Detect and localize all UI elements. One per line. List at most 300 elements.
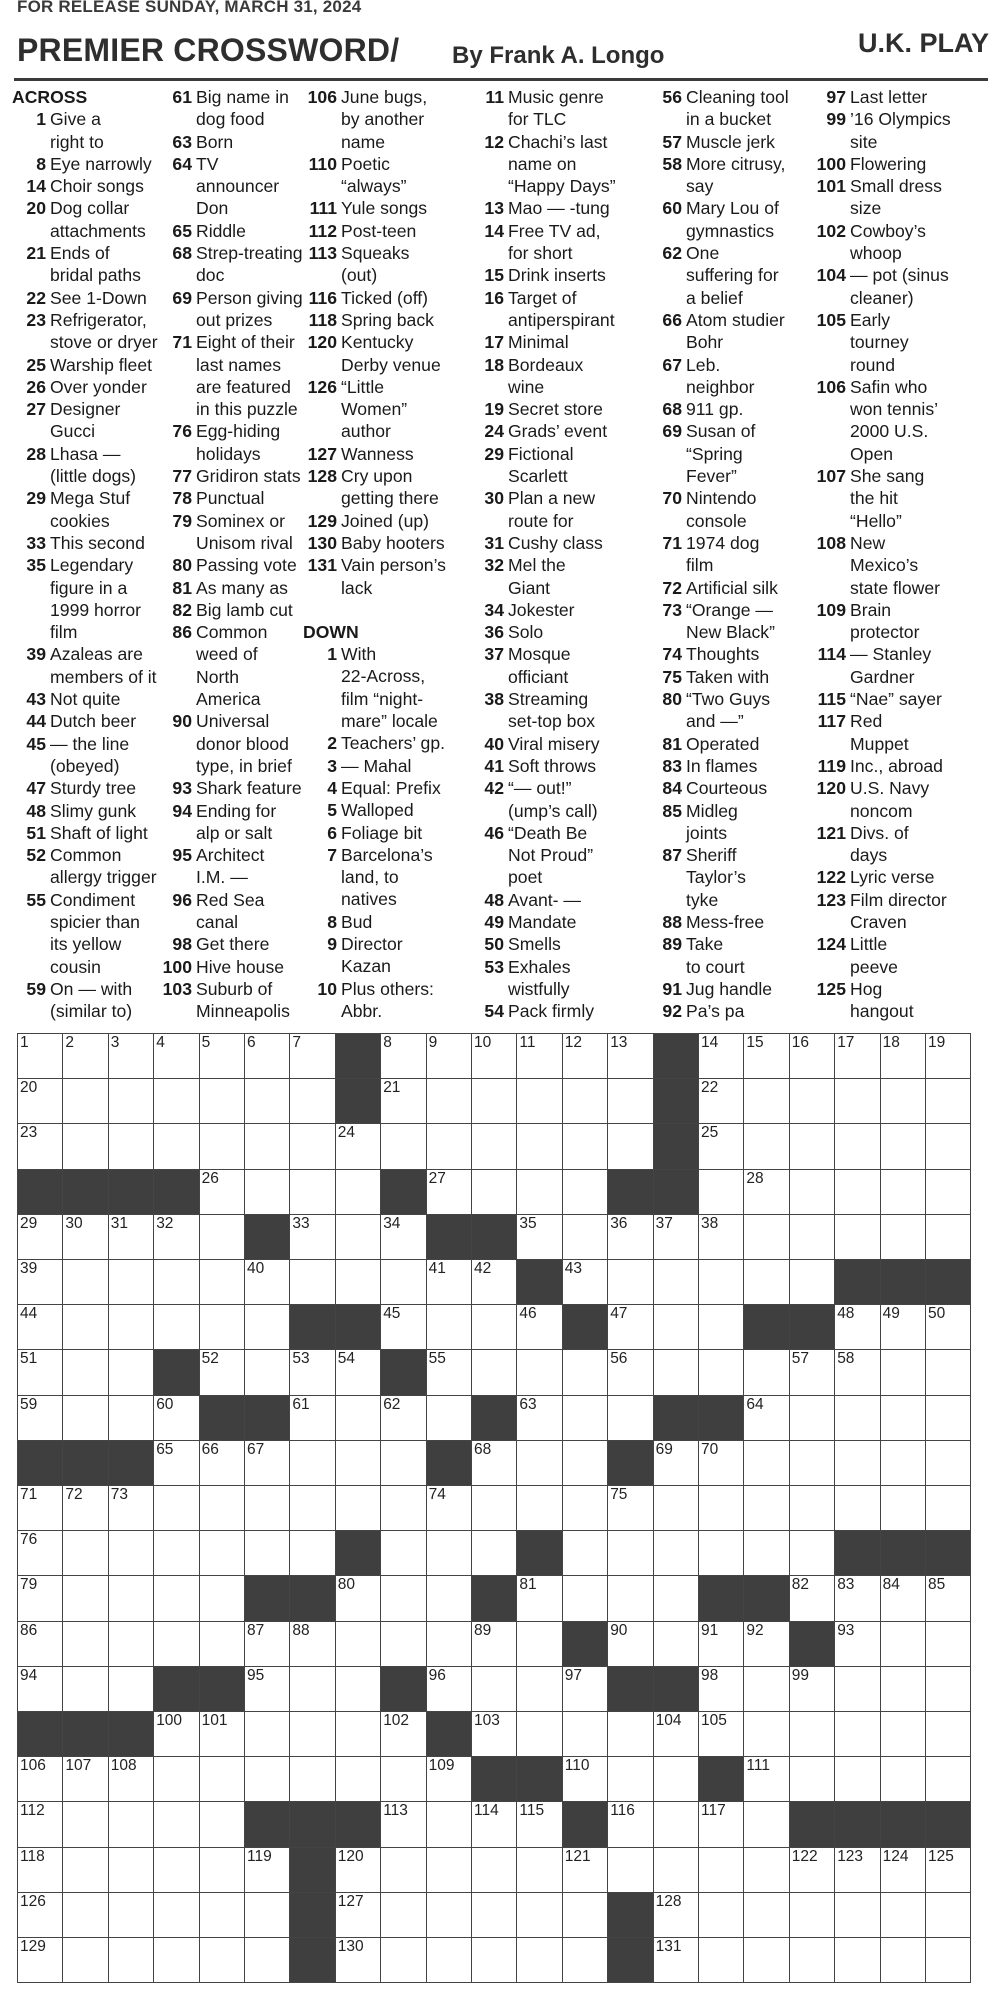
grid-cell[interactable] — [18, 1124, 63, 1169]
grid-cell[interactable] — [472, 1170, 517, 1215]
grid-cell[interactable] — [427, 1622, 472, 1667]
grid-cell[interactable] — [63, 1486, 108, 1531]
grid-cell[interactable] — [109, 1938, 154, 1983]
grid-cell[interactable] — [200, 1486, 245, 1531]
grid-cell[interactable] — [654, 1305, 699, 1350]
grid-cell[interactable] — [654, 1802, 699, 1847]
grid-cell[interactable] — [109, 1893, 154, 1938]
grid-cell[interactable] — [63, 1938, 108, 1983]
grid-cell[interactable] — [835, 1350, 880, 1395]
grid-cell[interactable] — [109, 1757, 154, 1802]
grid-cell[interactable] — [245, 1260, 290, 1305]
grid-cell[interactable] — [63, 1893, 108, 1938]
grid-cell[interactable] — [472, 1079, 517, 1124]
grid-cell[interactable] — [381, 1802, 426, 1847]
grid-cell[interactable] — [608, 1034, 653, 1079]
grid-cell[interactable] — [881, 1170, 926, 1215]
grid-cell[interactable] — [472, 1893, 517, 1938]
grid-cell[interactable] — [563, 1396, 608, 1441]
grid-cell[interactable] — [835, 1124, 880, 1169]
grid-cell[interactable] — [200, 1757, 245, 1802]
grid-cell[interactable] — [109, 1396, 154, 1441]
grid-cell[interactable] — [336, 1622, 381, 1667]
grid-cell[interactable] — [926, 1441, 971, 1486]
grid-cell[interactable] — [699, 1486, 744, 1531]
grid-cell[interactable] — [699, 1531, 744, 1576]
grid-cell[interactable] — [381, 1396, 426, 1441]
grid-cell[interactable] — [744, 1079, 789, 1124]
grid-cell[interactable] — [63, 1757, 108, 1802]
grid-cell[interactable] — [654, 1486, 699, 1531]
grid-cell[interactable] — [699, 1034, 744, 1079]
grid-cell[interactable] — [744, 1034, 789, 1079]
grid-cell[interactable] — [835, 1848, 880, 1893]
grid-cell[interactable] — [427, 1486, 472, 1531]
grid-cell[interactable] — [427, 1350, 472, 1395]
grid-cell[interactable] — [563, 1215, 608, 1260]
grid-cell[interactable] — [381, 1576, 426, 1621]
grid-cell[interactable] — [563, 1576, 608, 1621]
grid-cell[interactable] — [381, 1305, 426, 1350]
grid-cell[interactable] — [517, 1848, 562, 1893]
grid-cell[interactable] — [63, 1622, 108, 1667]
grid-cell[interactable] — [517, 1079, 562, 1124]
grid-cell[interactable] — [381, 1215, 426, 1260]
grid-cell[interactable] — [290, 1712, 335, 1757]
grid-cell[interactable] — [200, 1305, 245, 1350]
grid-cell[interactable] — [472, 1441, 517, 1486]
grid-cell[interactable] — [381, 1531, 426, 1576]
grid-cell[interactable] — [926, 1848, 971, 1893]
grid-cell[interactable] — [381, 1260, 426, 1305]
grid-cell[interactable] — [835, 1079, 880, 1124]
grid-cell[interactable] — [336, 1396, 381, 1441]
grid-cell[interactable] — [744, 1622, 789, 1667]
grid-cell[interactable] — [336, 1124, 381, 1169]
grid-cell[interactable] — [835, 1034, 880, 1079]
grid-cell[interactable] — [427, 1260, 472, 1305]
grid-cell[interactable] — [654, 1848, 699, 1893]
grid-cell[interactable] — [835, 1486, 880, 1531]
grid-cell[interactable] — [154, 1757, 199, 1802]
grid-cell[interactable] — [154, 1802, 199, 1847]
grid-cell[interactable] — [926, 1622, 971, 1667]
grid-cell[interactable] — [18, 1802, 63, 1847]
grid-cell[interactable] — [427, 1576, 472, 1621]
grid-cell[interactable] — [290, 1396, 335, 1441]
grid-cell[interactable] — [563, 1848, 608, 1893]
grid-cell[interactable] — [381, 1622, 426, 1667]
grid-cell[interactable] — [472, 1938, 517, 1983]
grid-cell[interactable] — [381, 1486, 426, 1531]
grid-cell[interactable] — [608, 1531, 653, 1576]
grid-cell[interactable] — [18, 1622, 63, 1667]
grid-cell[interactable] — [654, 1757, 699, 1802]
grid-cell[interactable] — [608, 1350, 653, 1395]
grid-cell[interactable] — [517, 1305, 562, 1350]
grid-cell[interactable] — [472, 1124, 517, 1169]
grid-cell[interactable] — [290, 1441, 335, 1486]
grid-cell[interactable] — [109, 1124, 154, 1169]
grid-cell[interactable] — [290, 1531, 335, 1576]
grid-cell[interactable] — [290, 1260, 335, 1305]
grid-cell[interactable] — [790, 1170, 835, 1215]
grid-cell[interactable] — [18, 1848, 63, 1893]
grid-cell[interactable] — [881, 1215, 926, 1260]
grid-cell[interactable] — [472, 1305, 517, 1350]
grid-cell[interactable] — [790, 1350, 835, 1395]
grid-cell[interactable] — [563, 1712, 608, 1757]
grid-cell[interactable] — [427, 1802, 472, 1847]
grid-cell[interactable] — [427, 1938, 472, 1983]
grid-cell[interactable] — [109, 1305, 154, 1350]
grid-cell[interactable] — [835, 1441, 880, 1486]
grid-cell[interactable] — [517, 1034, 562, 1079]
grid-cell[interactable] — [245, 1667, 290, 1712]
grid-cell[interactable] — [472, 1622, 517, 1667]
grid-cell[interactable] — [835, 1396, 880, 1441]
grid-cell[interactable] — [926, 1576, 971, 1621]
grid-cell[interactable] — [200, 1441, 245, 1486]
grid-cell[interactable] — [790, 1757, 835, 1802]
grid-cell[interactable] — [790, 1576, 835, 1621]
grid-cell[interactable] — [427, 1893, 472, 1938]
grid-cell[interactable] — [109, 1576, 154, 1621]
grid-cell[interactable] — [608, 1215, 653, 1260]
grid-cell[interactable] — [881, 1622, 926, 1667]
grid-cell[interactable] — [154, 1712, 199, 1757]
grid-cell[interactable] — [517, 1938, 562, 1983]
grid-cell[interactable] — [835, 1622, 880, 1667]
grid-cell[interactable] — [835, 1757, 880, 1802]
grid-cell[interactable] — [926, 1486, 971, 1531]
grid-cell[interactable] — [154, 1531, 199, 1576]
grid-cell[interactable] — [835, 1712, 880, 1757]
grid-cell[interactable] — [63, 1124, 108, 1169]
grid-cell[interactable] — [336, 1350, 381, 1395]
grid-cell[interactable] — [926, 1350, 971, 1395]
grid-cell[interactable] — [200, 1848, 245, 1893]
grid-cell[interactable] — [517, 1215, 562, 1260]
grid-cell[interactable] — [472, 1034, 517, 1079]
grid-cell[interactable] — [790, 1712, 835, 1757]
grid-cell[interactable] — [109, 1622, 154, 1667]
grid-cell[interactable] — [472, 1712, 517, 1757]
grid-cell[interactable] — [744, 1938, 789, 1983]
grid-cell[interactable] — [200, 1034, 245, 1079]
grid-cell[interactable] — [245, 1305, 290, 1350]
grid-cell[interactable] — [154, 1893, 199, 1938]
grid-cell[interactable] — [154, 1441, 199, 1486]
grid-cell[interactable] — [608, 1124, 653, 1169]
grid-cell[interactable] — [654, 1260, 699, 1305]
grid-cell[interactable] — [881, 1938, 926, 1983]
grid-cell[interactable] — [926, 1893, 971, 1938]
grid-cell[interactable] — [200, 1170, 245, 1215]
grid-cell[interactable] — [154, 1215, 199, 1260]
grid-cell[interactable] — [790, 1486, 835, 1531]
grid-cell[interactable] — [926, 1396, 971, 1441]
grid-cell[interactable] — [699, 1260, 744, 1305]
grid-cell[interactable] — [881, 1124, 926, 1169]
grid-cell[interactable] — [427, 1667, 472, 1712]
grid-cell[interactable] — [154, 1848, 199, 1893]
grid-cell[interactable] — [18, 1938, 63, 1983]
grid-cell[interactable] — [109, 1486, 154, 1531]
grid-cell[interactable] — [744, 1712, 789, 1757]
grid-cell[interactable] — [563, 1938, 608, 1983]
grid-cell[interactable] — [790, 1260, 835, 1305]
grid-cell[interactable] — [154, 1305, 199, 1350]
grid-cell[interactable] — [563, 1034, 608, 1079]
grid-cell[interactable] — [245, 1938, 290, 1983]
grid-cell[interactable] — [245, 1893, 290, 1938]
grid-cell[interactable] — [200, 1938, 245, 1983]
grid-cell[interactable] — [18, 1757, 63, 1802]
grid-cell[interactable] — [63, 1531, 108, 1576]
grid-cell[interactable] — [200, 1350, 245, 1395]
grid-cell[interactable] — [654, 1893, 699, 1938]
grid-cell[interactable] — [654, 1712, 699, 1757]
grid-cell[interactable] — [290, 1757, 335, 1802]
grid-cell[interactable] — [154, 1622, 199, 1667]
grid-cell[interactable] — [654, 1622, 699, 1667]
grid-cell[interactable] — [381, 1893, 426, 1938]
grid-cell[interactable] — [835, 1576, 880, 1621]
grid-cell[interactable] — [608, 1848, 653, 1893]
grid-cell[interactable] — [245, 1486, 290, 1531]
grid-cell[interactable] — [63, 1848, 108, 1893]
grid-cell[interactable] — [517, 1124, 562, 1169]
grid-cell[interactable] — [744, 1124, 789, 1169]
grid-cell[interactable] — [790, 1396, 835, 1441]
grid-cell[interactable] — [245, 1441, 290, 1486]
grid-cell[interactable] — [109, 1079, 154, 1124]
grid-cell[interactable] — [881, 1441, 926, 1486]
grid-cell[interactable] — [336, 1441, 381, 1486]
grid-cell[interactable] — [790, 1079, 835, 1124]
grid-cell[interactable] — [336, 1757, 381, 1802]
grid-cell[interactable] — [881, 1305, 926, 1350]
grid-cell[interactable] — [290, 1079, 335, 1124]
grid-cell[interactable] — [563, 1486, 608, 1531]
grid-cell[interactable] — [245, 1079, 290, 1124]
grid-cell[interactable] — [245, 1848, 290, 1893]
grid-cell[interactable] — [790, 1441, 835, 1486]
grid-cell[interactable] — [563, 1170, 608, 1215]
grid-cell[interactable] — [336, 1893, 381, 1938]
grid-cell[interactable] — [18, 1396, 63, 1441]
grid-cell[interactable] — [427, 1848, 472, 1893]
grid-cell[interactable] — [427, 1531, 472, 1576]
grid-cell[interactable] — [200, 1576, 245, 1621]
grid-cell[interactable] — [790, 1034, 835, 1079]
grid-cell[interactable] — [654, 1531, 699, 1576]
grid-cell[interactable] — [517, 1712, 562, 1757]
grid-cell[interactable] — [427, 1034, 472, 1079]
grid-cell[interactable] — [608, 1486, 653, 1531]
grid-cell[interactable] — [245, 1712, 290, 1757]
grid-cell[interactable] — [200, 1531, 245, 1576]
grid-cell[interactable] — [926, 1938, 971, 1983]
grid-cell[interactable] — [744, 1260, 789, 1305]
grid-cell[interactable] — [517, 1170, 562, 1215]
grid-cell[interactable] — [517, 1441, 562, 1486]
grid-cell[interactable] — [109, 1034, 154, 1079]
grid-cell[interactable] — [563, 1893, 608, 1938]
grid-cell[interactable] — [835, 1893, 880, 1938]
grid-cell[interactable] — [699, 1215, 744, 1260]
grid-cell[interactable] — [200, 1802, 245, 1847]
grid-cell[interactable] — [427, 1124, 472, 1169]
grid-cell[interactable] — [835, 1938, 880, 1983]
grid-cell[interactable] — [245, 1757, 290, 1802]
grid-cell[interactable] — [517, 1802, 562, 1847]
grid-cell[interactable] — [18, 1576, 63, 1621]
grid-cell[interactable] — [881, 1893, 926, 1938]
grid-cell[interactable] — [200, 1215, 245, 1260]
grid-cell[interactable] — [109, 1260, 154, 1305]
grid-cell[interactable] — [517, 1893, 562, 1938]
grid-cell[interactable] — [881, 1712, 926, 1757]
grid-cell[interactable] — [109, 1531, 154, 1576]
grid-cell[interactable] — [290, 1622, 335, 1667]
grid-cell[interactable] — [427, 1757, 472, 1802]
grid-cell[interactable] — [63, 1260, 108, 1305]
grid-cell[interactable] — [245, 1170, 290, 1215]
grid-cell[interactable] — [881, 1350, 926, 1395]
grid-cell[interactable] — [926, 1034, 971, 1079]
grid-cell[interactable] — [790, 1893, 835, 1938]
grid-cell[interactable] — [290, 1350, 335, 1395]
grid-cell[interactable] — [835, 1215, 880, 1260]
grid-cell[interactable] — [18, 1260, 63, 1305]
grid-cell[interactable] — [472, 1667, 517, 1712]
grid-cell[interactable] — [18, 1215, 63, 1260]
grid-cell[interactable] — [245, 1350, 290, 1395]
grid-cell[interactable] — [881, 1396, 926, 1441]
grid-cell[interactable] — [517, 1667, 562, 1712]
grid-cell[interactable] — [109, 1667, 154, 1712]
grid-cell[interactable] — [290, 1170, 335, 1215]
grid-cell[interactable] — [245, 1124, 290, 1169]
grid-cell[interactable] — [290, 1486, 335, 1531]
grid-cell[interactable] — [881, 1576, 926, 1621]
grid-cell[interactable] — [290, 1034, 335, 1079]
grid-cell[interactable] — [63, 1396, 108, 1441]
grid-cell[interactable] — [790, 1215, 835, 1260]
grid-cell[interactable] — [881, 1486, 926, 1531]
grid-cell[interactable] — [427, 1305, 472, 1350]
grid-cell[interactable] — [381, 1034, 426, 1079]
grid-cell[interactable] — [200, 1124, 245, 1169]
grid-cell[interactable] — [744, 1802, 789, 1847]
grid-cell[interactable] — [835, 1305, 880, 1350]
grid-cell[interactable] — [517, 1486, 562, 1531]
grid-cell[interactable] — [336, 1712, 381, 1757]
grid-cell[interactable] — [744, 1215, 789, 1260]
grid-cell[interactable] — [245, 1034, 290, 1079]
grid-cell[interactable] — [926, 1712, 971, 1757]
grid-cell[interactable] — [654, 1350, 699, 1395]
grid-cell[interactable] — [381, 1712, 426, 1757]
grid-cell[interactable] — [200, 1079, 245, 1124]
grid-cell[interactable] — [699, 1079, 744, 1124]
grid-cell[interactable] — [835, 1667, 880, 1712]
grid-cell[interactable] — [472, 1350, 517, 1395]
grid-cell[interactable] — [699, 1305, 744, 1350]
grid-cell[interactable] — [744, 1531, 789, 1576]
grid-cell[interactable] — [608, 1757, 653, 1802]
grid-cell[interactable] — [654, 1576, 699, 1621]
grid-cell[interactable] — [381, 1848, 426, 1893]
grid-cell[interactable] — [517, 1396, 562, 1441]
grid-cell[interactable] — [608, 1079, 653, 1124]
grid-cell[interactable] — [245, 1622, 290, 1667]
grid-cell[interactable] — [18, 1893, 63, 1938]
grid-cell[interactable] — [608, 1260, 653, 1305]
grid-cell[interactable] — [336, 1576, 381, 1621]
grid-cell[interactable] — [18, 1350, 63, 1395]
grid-cell[interactable] — [63, 1079, 108, 1124]
grid-cell[interactable] — [881, 1034, 926, 1079]
grid-cell[interactable] — [336, 1215, 381, 1260]
grid-cell[interactable] — [427, 1396, 472, 1441]
grid-cell[interactable] — [744, 1396, 789, 1441]
grid-cell[interactable] — [608, 1622, 653, 1667]
grid-cell[interactable] — [200, 1622, 245, 1667]
grid-cell[interactable] — [63, 1305, 108, 1350]
grid-cell[interactable] — [290, 1667, 335, 1712]
grid-cell[interactable] — [154, 1079, 199, 1124]
grid-cell[interactable] — [699, 1350, 744, 1395]
grid-cell[interactable] — [654, 1938, 699, 1983]
grid-cell[interactable] — [790, 1667, 835, 1712]
grid-cell[interactable] — [336, 1667, 381, 1712]
grid-cell[interactable] — [790, 1531, 835, 1576]
grid-cell[interactable] — [563, 1350, 608, 1395]
grid-cell[interactable] — [290, 1124, 335, 1169]
grid-cell[interactable] — [744, 1350, 789, 1395]
grid-cell[interactable] — [200, 1893, 245, 1938]
grid-cell[interactable] — [336, 1170, 381, 1215]
grid-cell[interactable] — [290, 1215, 335, 1260]
grid-cell[interactable] — [63, 1215, 108, 1260]
grid-cell[interactable] — [926, 1305, 971, 1350]
grid-cell[interactable] — [517, 1576, 562, 1621]
grid-cell[interactable] — [608, 1396, 653, 1441]
grid-cell[interactable] — [790, 1848, 835, 1893]
grid-cell[interactable] — [835, 1170, 880, 1215]
grid-cell[interactable] — [381, 1757, 426, 1802]
grid-cell[interactable] — [381, 1938, 426, 1983]
grid-cell[interactable] — [154, 1124, 199, 1169]
grid-cell[interactable] — [336, 1260, 381, 1305]
grid-cell[interactable] — [472, 1531, 517, 1576]
grid-cell[interactable] — [881, 1667, 926, 1712]
grid-cell[interactable] — [517, 1622, 562, 1667]
grid-cell[interactable] — [744, 1757, 789, 1802]
grid-cell[interactable] — [926, 1757, 971, 1802]
grid-cell[interactable] — [744, 1486, 789, 1531]
grid-cell[interactable] — [744, 1848, 789, 1893]
grid-cell[interactable] — [336, 1848, 381, 1893]
grid-cell[interactable] — [472, 1486, 517, 1531]
grid-cell[interactable] — [699, 1893, 744, 1938]
grid-cell[interactable] — [472, 1260, 517, 1305]
grid-cell[interactable] — [699, 1441, 744, 1486]
grid-cell[interactable] — [427, 1079, 472, 1124]
